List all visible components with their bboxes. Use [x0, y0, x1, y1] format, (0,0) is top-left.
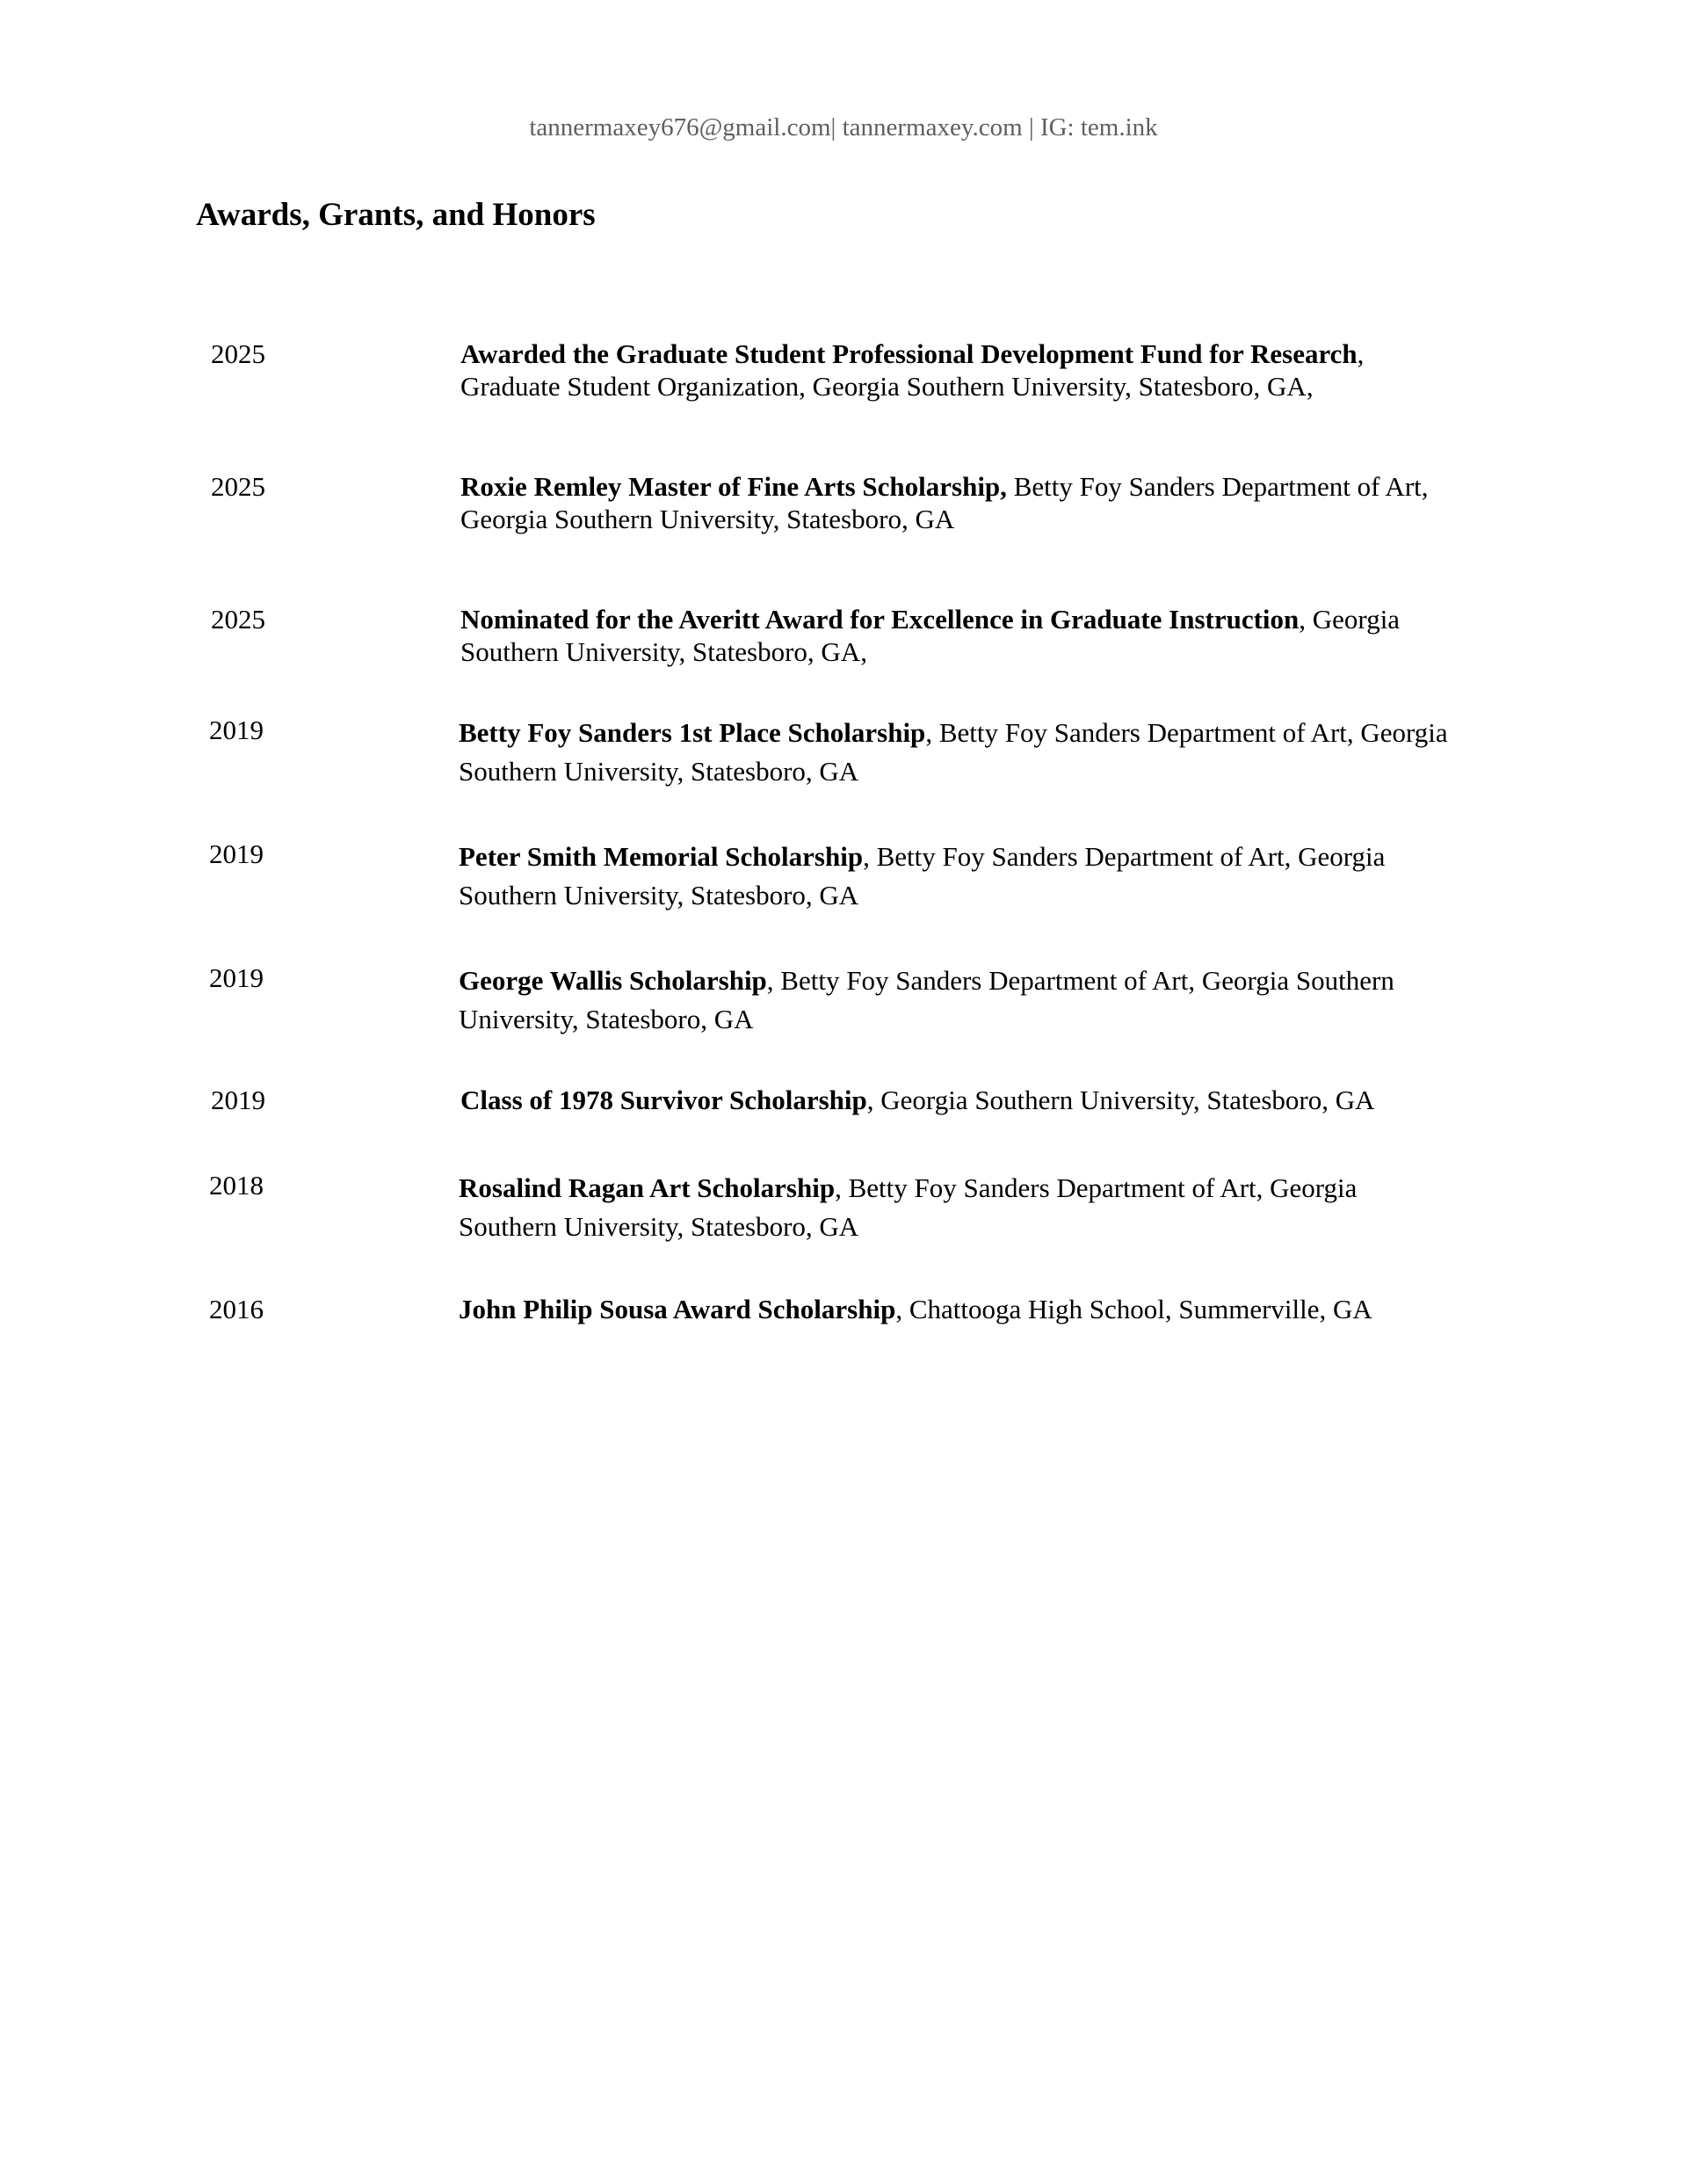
contact-email[interactable]: tannermaxey676@gmail.com [529, 113, 831, 141]
contact-website[interactable]: tannermaxey.com [842, 113, 1023, 141]
award-title: Roxie Remley Master of Fine Arts Scholarship, [460, 471, 1007, 502]
award-details: , Chattooga High School, Summerville, GA [895, 1294, 1372, 1324]
award-details-continued: Southern University, Statesboro, GA [459, 880, 859, 911]
award-year: 2019 [211, 1085, 265, 1115]
award-description [459, 838, 1385, 915]
award-title: Rosalind Ragan Art Scholarship [459, 1172, 836, 1203]
award-details: Betty Foy Sanders Department of Art, [1006, 471, 1429, 502]
award-description [460, 1084, 1375, 1116]
award-title: Nominated for the Averitt Award for Excellence in Graduate Instruction [460, 604, 1300, 635]
award-details-continued: Southern University, Statesboro, GA [459, 756, 859, 787]
award-title: Class of 1978 Survivor Scholarship [460, 1085, 867, 1115]
award-year: 2025 [211, 338, 265, 369]
award-title: Peter Smith Memorial Scholarship [459, 841, 864, 872]
award-description [460, 337, 1364, 403]
award-year: 2018 [209, 1170, 264, 1201]
section-heading: Awards, Grants, and Honors [196, 197, 596, 233]
contact-separator: | [830, 113, 843, 141]
award-description [460, 470, 1429, 535]
contact-instagram[interactable]: IG: tem.ink [1039, 113, 1158, 141]
award-details: , Georgia Southern University, Statesboro, GA [866, 1085, 1375, 1115]
award-year: 2025 [211, 471, 265, 502]
award-details: , Georgia [1299, 604, 1401, 635]
award-details: , Betty Foy Sanders Department of Art, Georgia Southern [766, 965, 1394, 996]
award-details-continued: Southern University, Statesboro, GA, [460, 636, 867, 667]
award-details: , Betty Foy Sanders Department of Art, Georgia [835, 1172, 1358, 1203]
award-description [459, 714, 1448, 791]
award-title: John Philip Sousa Award Scholarship [459, 1294, 896, 1324]
award-details-continued: Graduate Student Organization, Georgia Southern University, Statesboro, GA, [460, 371, 1314, 402]
award-details-continued: Georgia Southern University, Statesboro, GA [460, 504, 955, 534]
award-details: , Betty Foy Sanders Department of Art, Georgia [863, 841, 1386, 872]
award-year: 2025 [211, 604, 265, 635]
award-year: 2019 [209, 715, 264, 745]
award-details: , [1357, 338, 1365, 369]
award-year: 2019 [209, 962, 264, 993]
award-year: 2019 [209, 838, 264, 869]
award-description [460, 603, 1400, 668]
award-description [459, 961, 1394, 1039]
award-details-continued: Southern University, Statesboro, GA [459, 1211, 859, 1242]
award-description [459, 1169, 1357, 1246]
contact-separator: | [1022, 113, 1040, 141]
award-description [459, 1293, 1372, 1325]
award-title: George Wallis Scholarship [459, 965, 767, 996]
award-title: Awarded the Graduate Student Professional Development Fund for Research [460, 338, 1358, 369]
award-details-continued: University, Statesboro, GA [459, 1004, 754, 1034]
award-details: , Betty Foy Sanders Department of Art, Georgia [925, 717, 1448, 748]
award-year: 2016 [209, 1294, 264, 1324]
award-title: Betty Foy Sanders 1st Place Scholarship [459, 717, 926, 748]
contact-line [0, 113, 1687, 142]
